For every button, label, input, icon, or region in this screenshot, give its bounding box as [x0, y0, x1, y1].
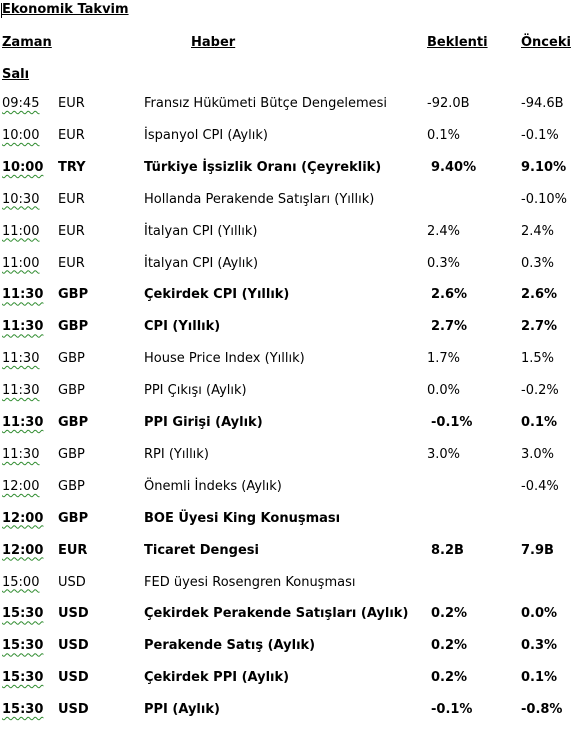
- row-previous: 2.6%: [521, 287, 558, 303]
- day-label: Salı: [2, 67, 30, 82]
- row-expected: 2.6%: [431, 287, 468, 303]
- table-row: [0, 447, 587, 479]
- row-time: 09:45: [2, 96, 40, 111]
- row-news: PPI Çıkışı (Aylık): [144, 383, 247, 399]
- row-time: 11:30: [2, 383, 40, 399]
- row-expected: 0.2%: [431, 638, 468, 654]
- row-previous: 3.0%: [521, 446, 555, 462]
- row-time: 15:30: [2, 702, 44, 718]
- table-row: [0, 256, 587, 288]
- row-news: İtalyan CPI (Aylık): [144, 255, 259, 271]
- row-time: 11:30: [2, 319, 44, 335]
- row-expected: -0.1%: [431, 702, 473, 718]
- header-time: Zaman: [2, 35, 52, 50]
- table-row: [0, 415, 587, 447]
- row-time: 11:30: [2, 351, 40, 367]
- row-news: PPI Girişi (Aylık): [144, 415, 263, 430]
- row-expected: 0.0%: [427, 383, 461, 399]
- row-news: Önemli İndeks (Aylık): [144, 478, 282, 494]
- header-expected: Beklenti: [427, 35, 488, 50]
- row-currency: GBP: [58, 478, 85, 494]
- row-currency: GBP: [58, 351, 85, 367]
- row-expected: 0.2%: [431, 670, 468, 686]
- table-row: [0, 351, 587, 383]
- row-news: PPI (Aylık): [144, 702, 220, 718]
- row-news: CPI (Yıllık): [144, 319, 221, 335]
- row-currency: GBP: [58, 319, 89, 335]
- row-time: 15:30: [2, 638, 44, 654]
- row-expected: 2.4%: [427, 223, 461, 239]
- table-row: [0, 224, 587, 256]
- row-currency: GBP: [58, 510, 89, 526]
- row-expected: -0.1%: [431, 415, 473, 430]
- row-news: Ticaret Dengesi: [144, 542, 259, 558]
- row-previous: -0.2%: [521, 383, 559, 399]
- row-previous: 7.9B: [521, 542, 554, 558]
- row-expected: -92.0B: [427, 96, 470, 111]
- row-currency: EUR: [58, 127, 85, 143]
- row-time: 12:00: [2, 478, 40, 494]
- table-row: [0, 606, 587, 638]
- row-time: 12:00: [2, 542, 44, 558]
- row-currency: GBP: [58, 383, 85, 399]
- row-news: RPI (Yıllık): [144, 446, 209, 462]
- row-news: Perakende Satış (Aylık): [144, 638, 316, 654]
- row-news: Çekirdek PPI (Aylık): [144, 670, 290, 686]
- table-row: [0, 511, 587, 543]
- row-currency: EUR: [58, 96, 85, 111]
- row-time: 15:30: [2, 670, 44, 686]
- row-currency: EUR: [58, 542, 88, 558]
- row-previous: -0.8%: [521, 702, 563, 718]
- row-expected: 2.7%: [431, 319, 468, 335]
- row-expected: 9.40%: [431, 159, 477, 175]
- table-row: [0, 479, 587, 511]
- row-currency: USD: [58, 606, 89, 622]
- row-currency: USD: [58, 574, 86, 590]
- row-previous: 2.4%: [521, 223, 555, 239]
- row-expected: 1.7%: [427, 351, 461, 367]
- row-time: 10:00: [2, 159, 44, 175]
- row-time: 11:30: [2, 287, 44, 303]
- row-currency: GBP: [58, 415, 89, 430]
- row-news: Çekirdek CPI (Yıllık): [144, 287, 290, 303]
- row-news: Hollanda Perakende Satışları (Yıllık): [144, 191, 375, 207]
- row-currency: EUR: [58, 191, 85, 207]
- row-currency: GBP: [58, 287, 89, 303]
- row-previous: 0.3%: [521, 255, 555, 271]
- row-expected: 0.3%: [427, 255, 461, 271]
- table-row: [0, 160, 587, 192]
- row-previous: -94.6B: [521, 96, 564, 111]
- table-row: [0, 383, 587, 415]
- table-row: [0, 670, 587, 702]
- row-time: 11:00: [2, 223, 40, 239]
- row-time: 11:00: [2, 255, 40, 271]
- row-currency: USD: [58, 670, 89, 686]
- row-currency: TRY: [58, 159, 86, 175]
- row-currency: GBP: [58, 446, 85, 462]
- row-time: 11:30: [2, 446, 40, 462]
- row-currency: USD: [58, 638, 89, 654]
- table-row: [0, 319, 587, 351]
- row-news: Fransız Hükümeti Bütçe Dengelemesi: [144, 96, 387, 111]
- table-row: [0, 638, 587, 670]
- row-expected: 0.1%: [427, 127, 461, 143]
- row-previous: 1.5%: [521, 351, 555, 367]
- row-time: 12:00: [2, 510, 44, 526]
- row-previous: -0.10%: [521, 191, 567, 207]
- row-expected: 8.2B: [431, 542, 464, 558]
- row-time: 15:00: [2, 574, 40, 590]
- header-news: Haber: [191, 35, 236, 50]
- row-previous: 9.10%: [521, 159, 567, 175]
- row-time: 11:30: [2, 415, 44, 430]
- row-previous: 0.1%: [521, 670, 558, 686]
- row-news: İtalyan CPI (Yıllık): [144, 223, 258, 239]
- row-time: 10:00: [2, 127, 40, 143]
- row-expected: 0.2%: [431, 606, 468, 622]
- table-row: [0, 543, 587, 575]
- table-row: [0, 702, 587, 734]
- table-row: [0, 287, 587, 319]
- row-previous: 0.3%: [521, 638, 558, 654]
- row-currency: EUR: [58, 255, 85, 271]
- table-row: [0, 96, 587, 128]
- row-previous: 2.7%: [521, 319, 558, 335]
- table-row: [0, 128, 587, 160]
- row-news: Çekirdek Perakende Satışları (Aylık): [144, 606, 409, 622]
- row-previous: 0.0%: [521, 606, 558, 622]
- header-previous: Önceki: [521, 35, 571, 50]
- row-previous: 0.1%: [521, 415, 558, 430]
- row-news: İspanyol CPI (Aylık): [144, 127, 268, 143]
- table-row: [0, 192, 587, 224]
- row-news: FED üyesi Rosengren Konuşması: [144, 574, 356, 590]
- document-title: Ekonomik Takvim: [2, 2, 129, 17]
- table-row: [0, 575, 587, 607]
- row-expected: 3.0%: [427, 446, 461, 462]
- row-news: House Price Index (Yıllık): [144, 351, 305, 367]
- row-news: Türkiye İşsizlik Oranı (Çeyreklik): [144, 159, 382, 175]
- row-previous: -0.4%: [521, 478, 559, 494]
- row-currency: EUR: [58, 223, 85, 239]
- row-currency: USD: [58, 702, 89, 718]
- row-time: 10:30: [2, 191, 40, 207]
- row-time: 15:30: [2, 606, 44, 622]
- row-previous: -0.1%: [521, 127, 559, 143]
- row-news: BOE Üyesi King Konuşması: [144, 510, 341, 526]
